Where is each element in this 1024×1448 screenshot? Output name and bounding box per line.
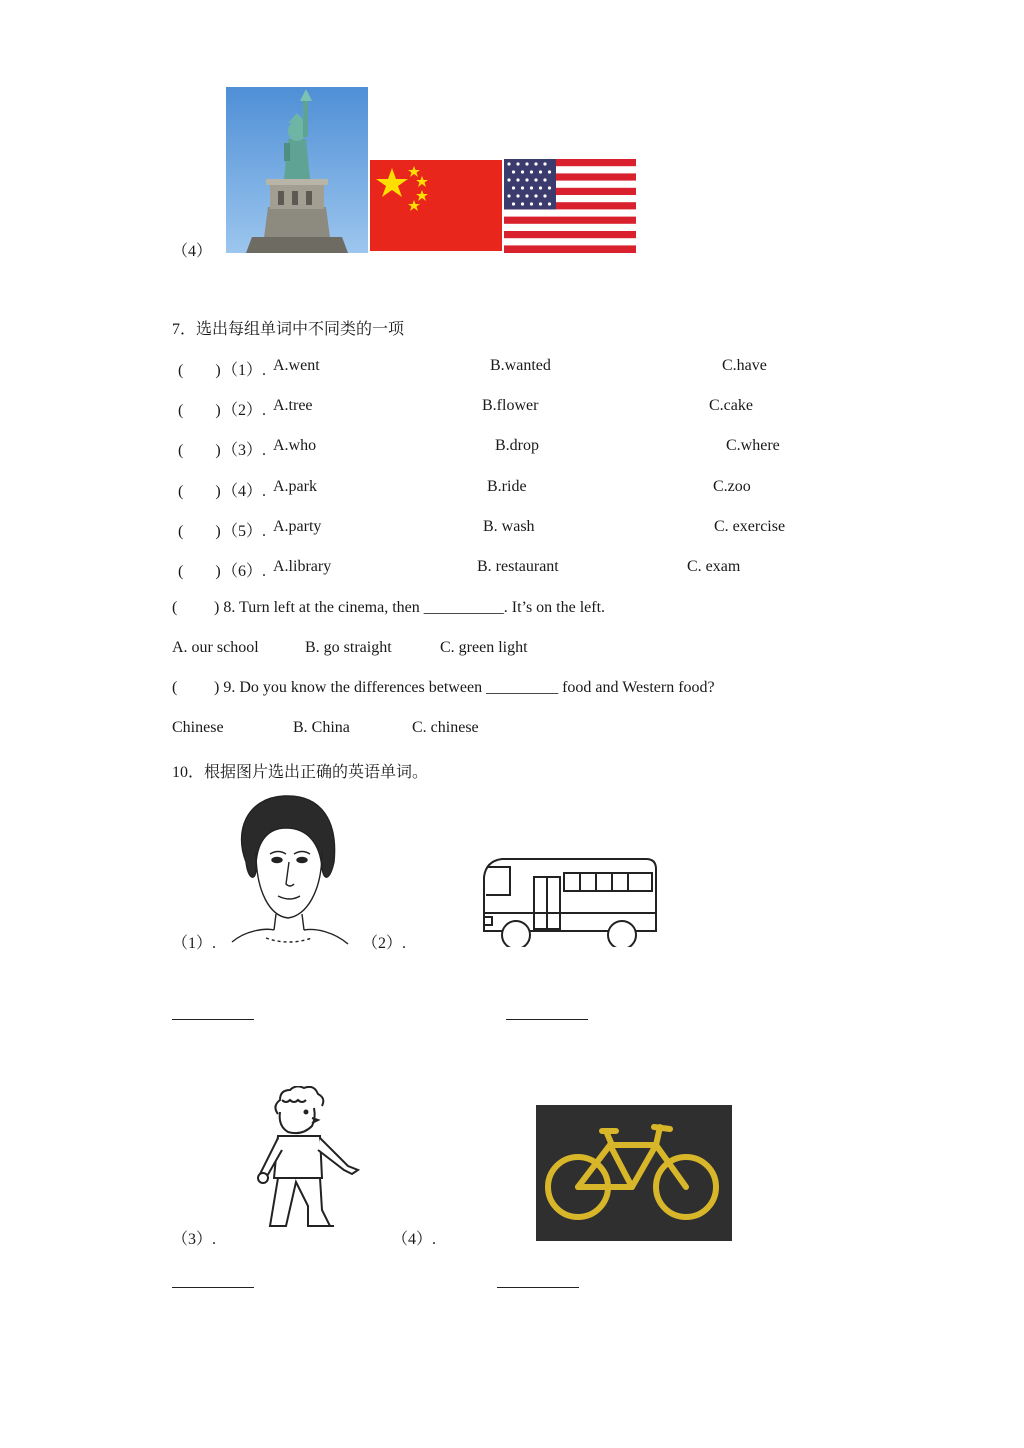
option-a: A.party [273, 518, 322, 535]
q10-item4-label: （4）. [392, 1231, 437, 1248]
q10-answer-line-2[interactable] [506, 1019, 588, 1020]
q10-answer-line-3[interactable] [172, 1287, 254, 1288]
option-b: B.flower [482, 397, 539, 414]
item-number: （1）. [222, 362, 267, 379]
q9-stem: ) 9. Do you know the differences between _________ food and Western food? [214, 679, 715, 696]
item-number: （2）. [222, 402, 267, 419]
q10-heading: 10．根据图片选出正确的英语单词。 [172, 764, 429, 781]
option-c: C.zoo [713, 478, 751, 495]
item-number: （5）. [222, 523, 267, 540]
option-b: B. restaurant [477, 558, 559, 575]
option-a: A.went [273, 357, 320, 374]
woman-portrait-image [226, 792, 350, 948]
answer-paren[interactable]: ( ) [178, 523, 221, 540]
q8-option-c: C. green light [440, 639, 528, 656]
item-number: （4）. [222, 483, 267, 500]
option-a: A.library [273, 558, 332, 575]
answer-paren[interactable]: ( ) [178, 563, 221, 580]
option-b: B.ride [487, 478, 527, 495]
option-c: C.have [722, 357, 767, 374]
answer-paren[interactable]: ( ) [178, 442, 221, 459]
option-b: B.wanted [490, 357, 551, 374]
q10-item1-label: （1）. [172, 935, 217, 952]
q9-option-b: B. China [293, 719, 350, 736]
usa-flag-image [504, 159, 636, 253]
item-number: （6）. [222, 563, 267, 580]
option-c: C.where [726, 437, 780, 454]
answer-paren[interactable]: ( ) [178, 362, 221, 379]
q7-heading: 7．选出每组单词中不同类的一项 [172, 321, 405, 338]
answer-paren[interactable]: ( ) [178, 483, 221, 500]
option-b: B. wash [483, 518, 535, 535]
q10-item2-label: （2）. [362, 935, 407, 952]
q9-answer-paren[interactable]: ( [172, 679, 178, 696]
china-flag-image [370, 160, 502, 251]
item-number: （3）. [222, 442, 267, 459]
q10-item3-label: （3）. [172, 1231, 217, 1248]
q8-stem: ) 8. Turn left at the cinema, then __________. It’s on the left. [214, 599, 606, 616]
option-a: A.who [273, 437, 317, 454]
option-c: C. exam [687, 558, 741, 575]
q9-option-c: C. chinese [412, 719, 479, 736]
option-c: C.cake [709, 397, 753, 414]
q10-answer-line-1[interactable] [172, 1019, 254, 1020]
q6-item4-label: （4） [172, 243, 213, 260]
option-c: C. exercise [714, 518, 786, 535]
bus-image [480, 855, 660, 947]
option-b: B.drop [495, 437, 539, 454]
walking-boy-image [248, 1086, 364, 1236]
q8-option-a: A. our school [172, 639, 259, 656]
q8-option-b: B. go straight [305, 639, 392, 656]
q8-answer-paren[interactable]: ( [172, 599, 178, 616]
option-a: A.tree [273, 397, 313, 414]
option-a: A.park [273, 478, 317, 495]
statue-of-liberty-image [226, 87, 368, 253]
q9-option-a: Chinese [172, 719, 224, 736]
bicycle-road-marking-image [536, 1105, 732, 1241]
q10-answer-line-4[interactable] [497, 1287, 579, 1288]
answer-paren[interactable]: ( ) [178, 402, 221, 419]
